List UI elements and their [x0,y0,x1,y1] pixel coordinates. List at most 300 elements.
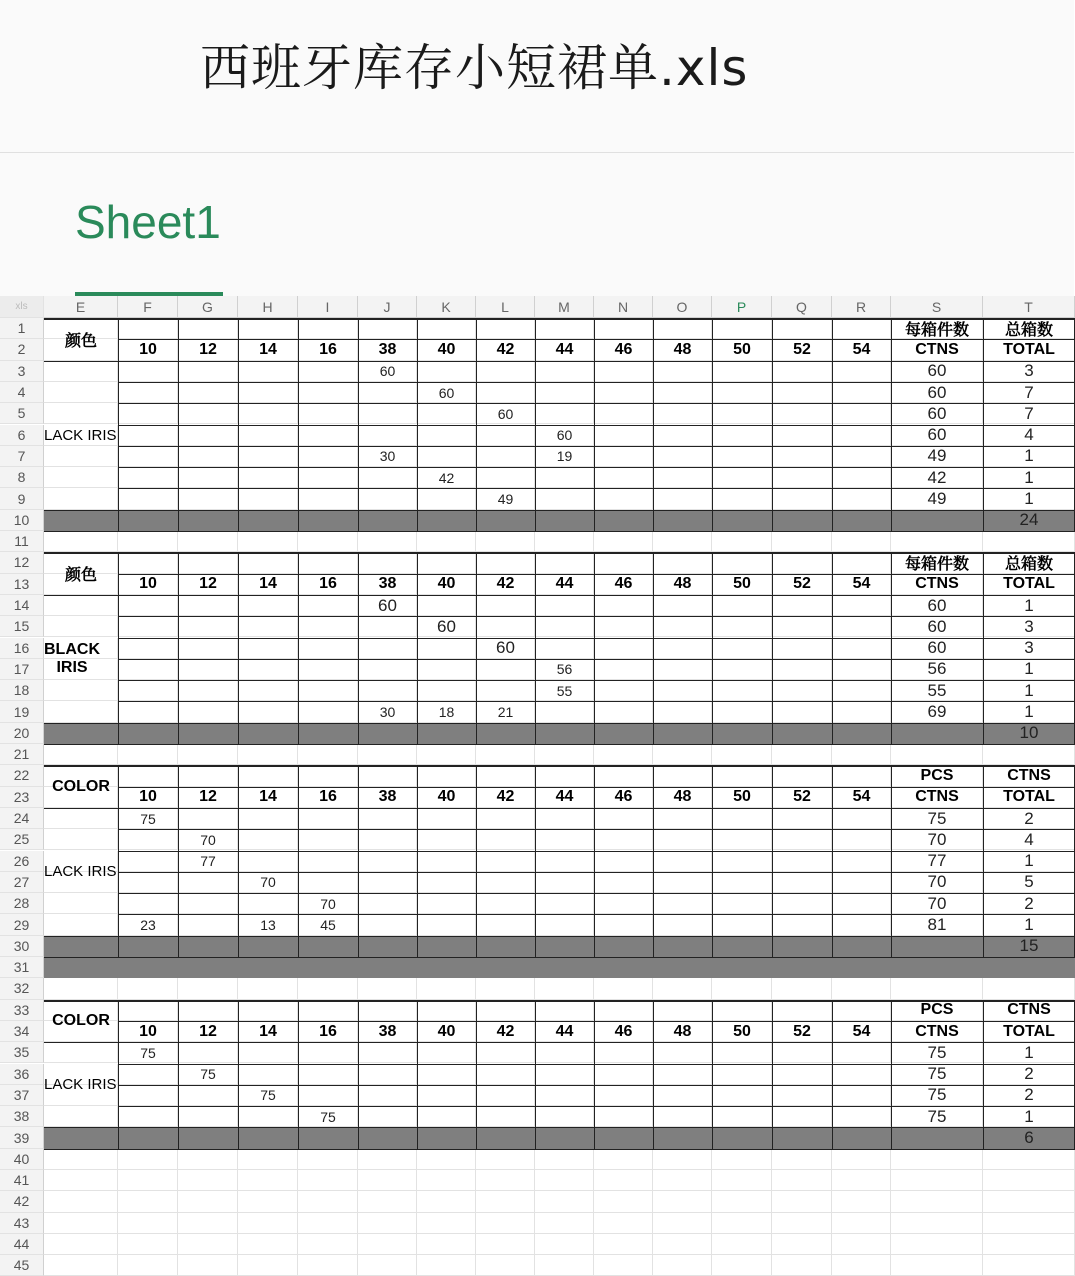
row-header[interactable]: 27 [0,872,44,893]
row-header[interactable]: 24 [0,808,44,829]
grid-cell[interactable] [712,1106,772,1127]
grid-cell[interactable] [772,765,832,786]
grid-cell[interactable] [712,701,772,722]
grid-cell[interactable] [298,616,358,637]
grid-cell[interactable] [983,1234,1075,1255]
grid-cell[interactable] [238,382,298,403]
row-header[interactable]: 2 [0,339,44,360]
column-header-m[interactable]: M [535,296,594,318]
row-header[interactable]: 40 [0,1149,44,1170]
grid-cell[interactable] [238,680,298,701]
grid-cell[interactable] [535,318,594,339]
grid-cell[interactable] [238,403,298,424]
grid-cell[interactable] [298,1170,358,1191]
grid-cell[interactable] [118,467,178,488]
grid-cell[interactable] [178,552,238,573]
grid-cell[interactable] [118,1170,178,1191]
grid-cell[interactable] [832,403,891,424]
grid-cell[interactable] [417,1064,476,1085]
grid-cell[interactable] [535,978,594,999]
column-header-k[interactable]: K [417,296,476,318]
grid-cell[interactable] [983,1213,1075,1234]
grid-cell[interactable] [832,1191,891,1212]
grid-cell[interactable] [535,1106,594,1127]
grid-cell[interactable] [178,744,238,765]
grid-cell[interactable] [476,1064,535,1085]
grid-cell[interactable] [178,978,238,999]
grid-cell[interactable] [238,616,298,637]
grid-cell[interactable] [358,403,417,424]
grid-cell[interactable] [417,914,476,935]
grid-cell[interactable] [358,765,417,786]
grid-cell[interactable] [358,467,417,488]
grid-cell[interactable] [653,1085,712,1106]
grid-cell[interactable] [891,978,983,999]
grid-cell[interactable] [417,978,476,999]
grid-cell[interactable] [983,978,1075,999]
grid-cell[interactable] [476,1149,535,1170]
grid-cell[interactable] [238,701,298,722]
grid-cell[interactable] [476,531,535,552]
grid-cell[interactable] [832,1085,891,1106]
grid-cell[interactable] [772,1191,832,1212]
column-header-e[interactable]: E [44,296,118,318]
grid-cell[interactable] [594,808,653,829]
grid-cell[interactable] [118,638,178,659]
grid-cell[interactable] [772,361,832,382]
grid-cell[interactable] [712,638,772,659]
grid-cell[interactable] [417,1042,476,1063]
grid-cell[interactable] [44,1213,118,1234]
grid-cell[interactable] [653,1213,712,1234]
grid-cell[interactable] [712,680,772,701]
grid-cell[interactable] [535,808,594,829]
grid-cell[interactable] [44,531,118,552]
grid-cell[interactable] [238,893,298,914]
grid-cell[interactable] [417,1191,476,1212]
grid-cell[interactable] [298,872,358,893]
row-header[interactable]: 16 [0,638,44,659]
grid-cell[interactable] [118,829,178,850]
grid-cell[interactable] [772,531,832,552]
grid-cell[interactable] [358,531,417,552]
grid-cell[interactable] [358,978,417,999]
grid-cell[interactable] [476,680,535,701]
grid-cell[interactable] [772,1234,832,1255]
grid-cell[interactable] [653,914,712,935]
grid-cell[interactable] [358,1213,417,1234]
grid-cell[interactable] [358,1255,417,1276]
grid-cell[interactable] [653,893,712,914]
grid-cell[interactable] [358,1234,417,1255]
grid-cell[interactable] [44,1255,118,1276]
grid-cell[interactable] [298,808,358,829]
grid-cell[interactable] [178,467,238,488]
grid-cell[interactable] [891,1255,983,1276]
grid-cell[interactable] [118,1106,178,1127]
grid-cell[interactable] [712,425,772,446]
grid-cell[interactable] [178,616,238,637]
grid-cell[interactable] [653,531,712,552]
grid-cell[interactable] [594,361,653,382]
row-header[interactable]: 25 [0,829,44,850]
grid-cell[interactable] [178,403,238,424]
grid-cell[interactable] [983,1191,1075,1212]
grid-cell[interactable] [358,552,417,573]
grid-cell[interactable] [535,744,594,765]
grid-cell[interactable] [653,744,712,765]
grid-cell[interactable] [118,1191,178,1212]
grid-cell[interactable] [238,638,298,659]
grid-cell[interactable] [832,872,891,893]
grid-cell[interactable] [535,638,594,659]
row-header[interactable]: 20 [0,723,44,744]
grid-cell[interactable] [772,659,832,680]
grid-cell[interactable] [358,851,417,872]
grid-cell[interactable] [594,978,653,999]
row-header[interactable]: 36 [0,1064,44,1085]
grid-cell[interactable] [832,425,891,446]
grid-cell[interactable] [772,1064,832,1085]
column-header-p[interactable]: P [712,296,772,318]
row-header[interactable]: 23 [0,787,44,808]
grid-cell[interactable] [44,978,118,999]
grid-cell[interactable] [178,659,238,680]
grid-cell[interactable] [476,1106,535,1127]
grid-cell[interactable] [298,1255,358,1276]
grid-cell[interactable] [772,1170,832,1191]
grid-cell[interactable] [772,829,832,850]
grid-cell[interactable] [238,765,298,786]
grid-cell[interactable] [178,1085,238,1106]
grid-cell[interactable] [476,744,535,765]
grid-cell[interactable] [178,680,238,701]
grid-cell[interactable] [298,680,358,701]
grid-cell[interactable] [358,1106,417,1127]
grid-cell[interactable] [238,467,298,488]
grid-cell[interactable] [832,978,891,999]
grid-cell[interactable] [238,1213,298,1234]
grid-cell[interactable] [118,1085,178,1106]
grid-cell[interactable] [594,531,653,552]
grid-cell[interactable] [118,425,178,446]
grid-cell[interactable] [44,1149,118,1170]
grid-cell[interactable] [653,1064,712,1085]
grid-cell[interactable] [772,1042,832,1063]
column-header-g[interactable]: G [178,296,238,318]
row-header[interactable]: 14 [0,595,44,616]
grid-cell[interactable] [712,382,772,403]
grid-cell[interactable] [535,1191,594,1212]
grid-cell[interactable] [832,382,891,403]
grid-cell[interactable] [535,893,594,914]
grid-cell[interactable] [712,872,772,893]
grid-cell[interactable] [832,1000,891,1021]
row-header[interactable]: 15 [0,616,44,637]
grid-cell[interactable] [476,829,535,850]
grid-cell[interactable] [417,403,476,424]
grid-cell[interactable] [712,1213,772,1234]
row-header[interactable]: 43 [0,1213,44,1234]
tab-sheet1[interactable]: Sheet1 [75,196,221,248]
grid-cell[interactable] [772,1213,832,1234]
grid-cell[interactable] [772,914,832,935]
grid-cell[interactable] [772,382,832,403]
grid-cell[interactable] [891,531,983,552]
grid-cell[interactable] [594,829,653,850]
grid-cell[interactable] [594,1042,653,1063]
grid-cell[interactable] [772,616,832,637]
grid-cell[interactable] [358,382,417,403]
grid-cell[interactable] [832,1255,891,1276]
grid-cell[interactable] [772,680,832,701]
row-header[interactable]: 13 [0,574,44,595]
grid-cell[interactable] [832,1042,891,1063]
column-header-f[interactable]: F [118,296,178,318]
row-header[interactable]: 6 [0,425,44,446]
grid-cell[interactable] [594,893,653,914]
grid-cell[interactable] [238,446,298,467]
grid-cell[interactable] [238,1191,298,1212]
grid-cell[interactable] [118,978,178,999]
grid-cell[interactable] [298,1000,358,1021]
grid-cell[interactable] [298,361,358,382]
grid-cell[interactable] [712,531,772,552]
grid-cell[interactable] [238,1149,298,1170]
grid-cell[interactable] [238,1042,298,1063]
grid-cell[interactable] [178,893,238,914]
grid-cell[interactable] [535,531,594,552]
grid-cell[interactable] [772,744,832,765]
grid-cell[interactable] [476,1000,535,1021]
grid-cell[interactable] [772,467,832,488]
grid-cell[interactable] [118,361,178,382]
grid-cell[interactable] [772,893,832,914]
grid-cell[interactable] [832,893,891,914]
grid-cell[interactable] [832,488,891,509]
grid-cell[interactable] [118,488,178,509]
grid-cell[interactable] [358,488,417,509]
grid-cell[interactable] [653,552,712,573]
grid-cell[interactable] [417,1234,476,1255]
grid-cell[interactable] [891,744,983,765]
grid-cell[interactable] [653,467,712,488]
grid-cell[interactable] [358,1085,417,1106]
grid-cell[interactable] [535,765,594,786]
grid-cell[interactable] [594,659,653,680]
grid-cell[interactable] [653,595,712,616]
grid-cell[interactable] [178,446,238,467]
grid-cell[interactable] [417,680,476,701]
grid-cell[interactable] [298,446,358,467]
grid-cell[interactable] [178,1255,238,1276]
grid-cell[interactable] [832,851,891,872]
grid-cell[interactable] [417,659,476,680]
grid-cell[interactable] [298,382,358,403]
grid-cell[interactable] [118,403,178,424]
grid-cell[interactable] [417,1000,476,1021]
grid-cell[interactable] [535,872,594,893]
grid-cell[interactable] [118,1149,178,1170]
grid-cell[interactable] [178,1106,238,1127]
grid-cell[interactable] [653,659,712,680]
grid-cell[interactable] [712,446,772,467]
grid-cell[interactable] [298,1042,358,1063]
grid-cell[interactable] [594,488,653,509]
grid-cell[interactable] [983,744,1075,765]
grid-cell[interactable] [118,1064,178,1085]
grid-cell[interactable] [178,701,238,722]
grid-cell[interactable] [594,467,653,488]
column-header-t[interactable]: T [983,296,1075,318]
grid-cell[interactable] [712,1170,772,1191]
column-header-s[interactable]: S [891,296,983,318]
grid-cell[interactable] [417,829,476,850]
column-header-h[interactable]: H [238,296,298,318]
grid-cell[interactable] [118,446,178,467]
grid-cell[interactable] [476,361,535,382]
grid-cell[interactable] [417,1149,476,1170]
grid-cell[interactable] [358,914,417,935]
grid-cell[interactable] [772,552,832,573]
grid-cell[interactable] [712,914,772,935]
grid-cell[interactable] [832,638,891,659]
grid-cell[interactable] [476,552,535,573]
grid-cell[interactable] [594,680,653,701]
grid-cell[interactable] [476,872,535,893]
grid-cell[interactable] [238,829,298,850]
grid-cell[interactable] [298,1064,358,1085]
grid-cell[interactable] [298,467,358,488]
grid-cell[interactable] [772,808,832,829]
grid-cell[interactable] [358,1191,417,1212]
row-header[interactable]: 18 [0,680,44,701]
grid-cell[interactable] [358,1149,417,1170]
grid-cell[interactable] [832,552,891,573]
row-header[interactable]: 35 [0,1042,44,1063]
grid-cell[interactable] [653,1255,712,1276]
grid-cell[interactable] [653,978,712,999]
grid-cell[interactable] [772,446,832,467]
row-header[interactable]: 33 [0,1000,44,1021]
grid-cell[interactable] [118,1213,178,1234]
grid-cell[interactable] [832,1149,891,1170]
grid-cell[interactable] [832,531,891,552]
grid-cell[interactable] [298,744,358,765]
grid-cell[interactable] [417,1106,476,1127]
grid-cell[interactable] [535,701,594,722]
grid-cell[interactable] [476,425,535,446]
grid-cell[interactable] [417,744,476,765]
grid-cell[interactable] [712,744,772,765]
grid-cell[interactable] [417,531,476,552]
grid-cell[interactable] [298,638,358,659]
grid-cell[interactable] [712,1064,772,1085]
grid-cell[interactable] [772,978,832,999]
grid-cell[interactable] [594,744,653,765]
grid-cell[interactable] [594,1064,653,1085]
grid-cell[interactable] [238,1064,298,1085]
grid-cell[interactable] [417,595,476,616]
grid-cell[interactable] [417,446,476,467]
grid-cell[interactable] [772,851,832,872]
grid-cell[interactable] [358,1064,417,1085]
grid-cell[interactable] [712,318,772,339]
grid-cell[interactable] [772,595,832,616]
grid-cell[interactable] [476,382,535,403]
grid-cell[interactable] [298,1213,358,1234]
grid-cell[interactable] [653,808,712,829]
grid-cell[interactable] [178,425,238,446]
row-header[interactable]: 34 [0,1021,44,1042]
grid-cell[interactable] [476,1042,535,1063]
row-header[interactable]: 44 [0,1234,44,1255]
grid-cell[interactable] [712,616,772,637]
row-header[interactable]: 39 [0,1127,44,1148]
grid-cell[interactable] [594,382,653,403]
row-header[interactable]: 31 [0,957,44,978]
grid-cell[interactable] [594,638,653,659]
row-header[interactable]: 9 [0,488,44,509]
grid-cell[interactable] [476,467,535,488]
grid-cell[interactable] [594,552,653,573]
grid-cell[interactable] [118,552,178,573]
grid-cell[interactable] [298,531,358,552]
grid-cell[interactable] [891,1213,983,1234]
grid-cell[interactable] [298,488,358,509]
row-header[interactable]: 21 [0,744,44,765]
grid-cell[interactable] [476,851,535,872]
grid-cell[interactable] [298,978,358,999]
grid-cell[interactable] [535,1085,594,1106]
grid-cell[interactable] [298,1191,358,1212]
grid-cell[interactable] [832,1064,891,1085]
grid-cell[interactable] [772,425,832,446]
grid-cell[interactable] [535,1213,594,1234]
grid-cell[interactable] [298,765,358,786]
grid-cell[interactable] [417,893,476,914]
grid-cell[interactable] [653,318,712,339]
row-header[interactable]: 17 [0,659,44,680]
grid-cell[interactable] [891,1191,983,1212]
grid-cell[interactable] [238,1000,298,1021]
grid-cell[interactable] [653,680,712,701]
grid-cell[interactable] [653,1170,712,1191]
grid-cell[interactable] [772,1106,832,1127]
grid-cell[interactable] [653,1042,712,1063]
grid-cell[interactable] [712,403,772,424]
grid-cell[interactable] [832,595,891,616]
grid-cell[interactable] [178,638,238,659]
grid-cell[interactable] [358,680,417,701]
row-header[interactable]: 7 [0,446,44,467]
grid-cell[interactable] [535,1234,594,1255]
grid-cell[interactable] [417,1085,476,1106]
grid-cell[interactable] [178,765,238,786]
grid-cell[interactable] [594,595,653,616]
row-header[interactable]: 19 [0,701,44,722]
grid-cell[interactable] [983,531,1075,552]
grid-cell[interactable] [712,659,772,680]
grid-cell[interactable] [178,1149,238,1170]
grid-cell[interactable] [44,1234,118,1255]
grid-cell[interactable] [594,1000,653,1021]
grid-cell[interactable] [118,701,178,722]
grid-cell[interactable] [238,425,298,446]
row-header[interactable]: 26 [0,851,44,872]
grid-cell[interactable] [594,1106,653,1127]
column-header-q[interactable]: Q [772,296,832,318]
